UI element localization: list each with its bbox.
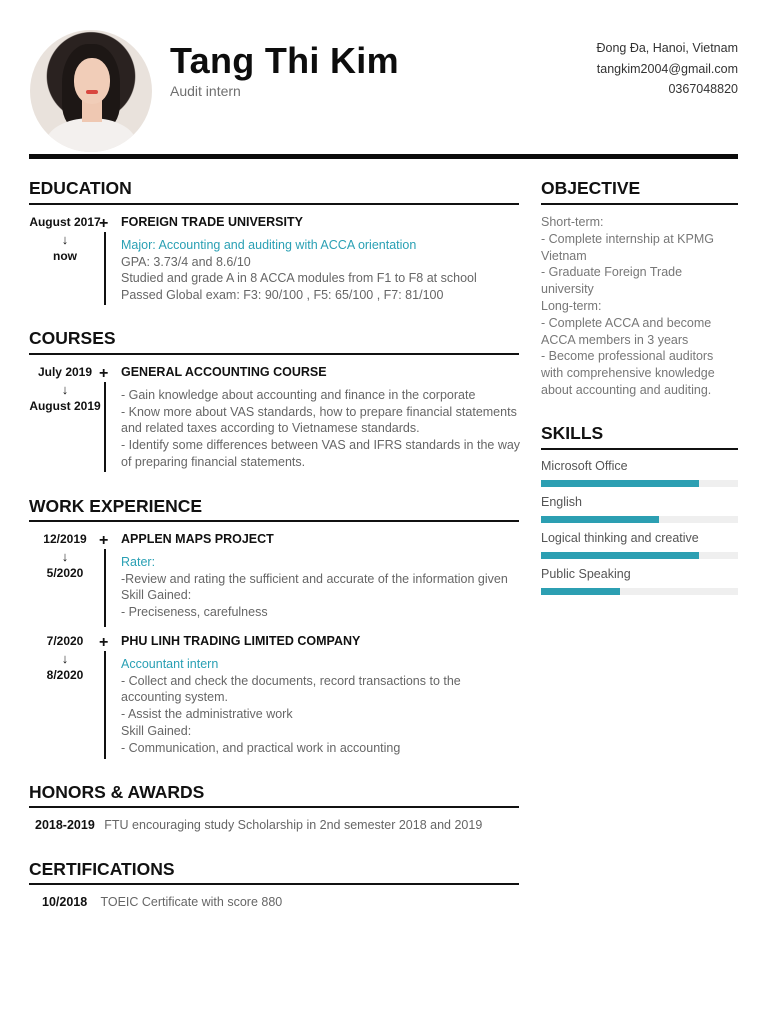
section-rule-work <box>29 520 519 522</box>
skill-label: Microsoft Office <box>541 459 628 473</box>
section-rule-courses <box>29 353 519 355</box>
contact-block <box>596 38 738 100</box>
entry-line: Passed Global exam: F3: 90/100 , F5: 65/100 , F7: 81/100 <box>121 288 444 303</box>
skill-bar-fill <box>541 552 699 559</box>
section-title-courses: COURSES <box>29 328 116 348</box>
certification-entry <box>42 895 282 909</box>
entry-title: GENERAL ACCOUNTING COURSE <box>121 365 327 379</box>
entry-date <box>29 633 101 684</box>
entry-line: GPA: 3.73/4 and 8.6/10 <box>121 254 251 269</box>
avatar <box>30 30 152 152</box>
entry-date <box>29 364 101 415</box>
timeline-line <box>104 549 106 627</box>
down-arrow-icon: ↓ <box>61 549 69 564</box>
certification-text: TOEIC Certificate with score 880 <box>100 895 283 909</box>
contact-phone[interactable]: 0367048820 <box>668 82 738 96</box>
avatar-shirt <box>46 118 136 152</box>
entry-content <box>121 531 521 621</box>
entry-content <box>121 214 521 304</box>
skill-bar-track <box>541 552 738 559</box>
skill-bar-fill <box>541 480 699 487</box>
honor-year: 2018-2019 <box>35 818 95 832</box>
entry-line: Studied and grade A in 8 ACCA modules from F1 to F8 at school <box>121 271 477 286</box>
timeline-line <box>104 382 106 472</box>
avatar-face <box>74 58 110 104</box>
date-to: now <box>53 249 77 263</box>
section-rule-objective <box>541 203 738 205</box>
entry-line: - Preciseness, carefulness <box>121 605 268 620</box>
header-divider <box>29 154 738 159</box>
section-title-work: WORK EXPERIENCE <box>29 496 203 516</box>
date-to: 5/2020 <box>46 566 84 580</box>
entry-highlight: Major: Accounting and auditing with ACCA orientation <box>121 237 417 252</box>
avatar-lips <box>86 90 98 94</box>
date-from: 7/2020 <box>46 634 84 648</box>
contact-address: Đong Đa, Hanoi, Vietnam <box>596 41 738 55</box>
date-to: 8/2020 <box>46 668 84 682</box>
date-from: July 2019 <box>37 365 93 379</box>
date-from: 12/2019 <box>43 532 87 546</box>
skill-bar-track <box>541 588 738 595</box>
skill-bar-fill <box>541 516 659 523</box>
entry-content <box>121 633 521 757</box>
entry-date <box>29 531 101 582</box>
down-arrow-icon: ↓ <box>61 651 69 666</box>
date-to: August 2019 <box>29 399 101 413</box>
candidate-role: Audit intern <box>170 83 241 99</box>
skill-item <box>541 495 738 509</box>
down-arrow-icon: ↓ <box>61 382 69 397</box>
entry-highlight: Accountant intern <box>121 656 219 671</box>
timeline-line <box>104 232 106 305</box>
honor-entry <box>35 818 482 832</box>
timeline-line <box>104 651 106 759</box>
entry-line: Skill Gained: <box>121 588 192 603</box>
contact-email[interactable]: tangkim2004@gmail.com <box>596 61 738 76</box>
entry-highlight: Rater: <box>121 554 156 569</box>
skill-label: Public Speaking <box>541 567 631 581</box>
skill-item <box>541 459 738 473</box>
section-title-objective: OBJECTIVE <box>541 178 641 198</box>
section-rule-honors <box>29 806 519 808</box>
entry-title: PHU LINH TRADING LIMITED COMPANY <box>121 634 361 648</box>
skill-label: Logical thinking and creative <box>541 531 699 545</box>
entry-line: - Collect and check the documents, record transactions to the accounting system. <box>121 673 461 705</box>
entry-content <box>121 364 521 471</box>
entry-line: -Review and rating the sufficient and accurate of the information given <box>121 571 508 586</box>
section-title-skills: SKILLS <box>541 423 604 443</box>
section-rule-certifications <box>29 883 519 885</box>
skill-item <box>541 567 738 581</box>
section-title-certifications: CERTIFICATIONS <box>29 859 175 879</box>
entry-title: APPLEN MAPS PROJECT <box>121 532 274 546</box>
skill-bar-track <box>541 480 738 487</box>
entry-line: Skill Gained: <box>121 723 192 738</box>
section-title-education: EDUCATION <box>29 178 132 198</box>
down-arrow-icon: ↓ <box>61 232 69 247</box>
skill-item <box>541 531 738 545</box>
honor-text: FTU encouraging study Scholarship in 2nd semester 2018 and 2019 <box>104 818 483 832</box>
section-title-honors: HONORS & AWARDS <box>29 782 205 802</box>
entry-date <box>29 214 101 265</box>
plus-icon: + <box>99 634 109 651</box>
section-rule-education <box>29 203 519 205</box>
skill-label: English <box>541 495 582 509</box>
entry-line: - Gain knowledge about accounting and finance in the corporate <box>121 387 476 402</box>
entry-line: - Communication, and practical work in accounting <box>121 740 401 755</box>
date-from: August 2017 <box>29 215 101 229</box>
objective-text: Short-term: - Complete internship at KPMG Vietnam - Graduate Foreign Trade university Long-term: - Complete ACCA and become ACCA members in 3 years - Become professional auditors with comprehensive knowledge about accounting and auditing. <box>541 215 715 397</box>
candidate-name: Tang Thi Kim <box>170 40 399 81</box>
certification-year: 10/2018 <box>42 895 88 909</box>
plus-icon: + <box>99 532 109 549</box>
skill-bar-fill <box>541 588 620 595</box>
plus-icon: + <box>99 365 109 382</box>
entry-line: - Assist the administrative work <box>121 707 293 722</box>
entry-title: FOREIGN TRADE UNIVERSITY <box>121 215 303 229</box>
section-rule-skills <box>541 448 738 450</box>
plus-icon: + <box>99 215 109 232</box>
entry-line: - Know more about VAS standards, how to prepare financial statements and related taxes according to Vietnamese standards. <box>121 404 517 436</box>
skill-bar-track <box>541 516 738 523</box>
entry-line: - Identify some differences between VAS and IFRS standards in the way of preparing financial statements. <box>121 438 521 469</box>
